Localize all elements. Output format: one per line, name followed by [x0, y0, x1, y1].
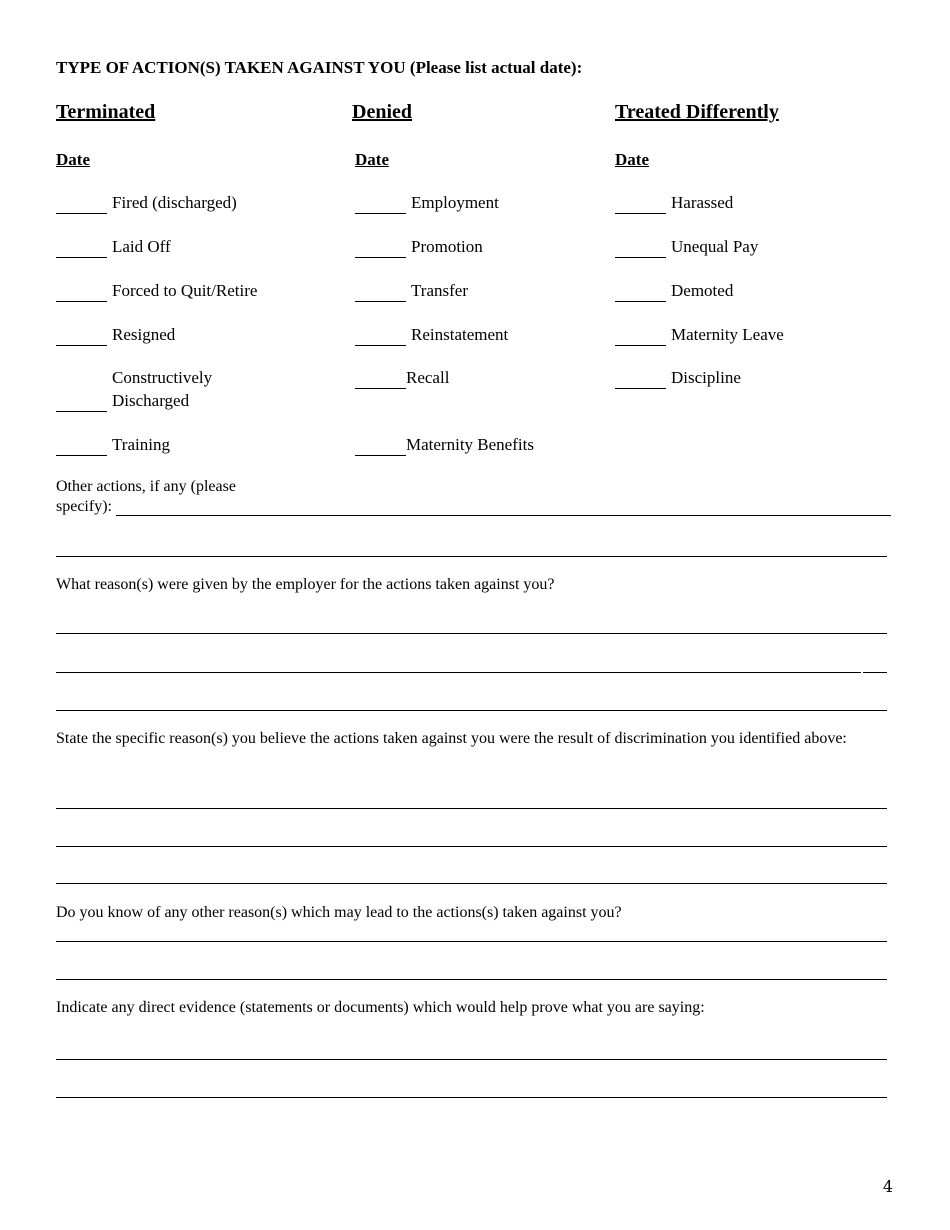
action-label: Maternity Benefits: [406, 435, 534, 454]
date-blank[interactable]: [355, 284, 406, 302]
action-item-resigned: [56, 323, 175, 346]
answer-line[interactable]: [56, 672, 861, 673]
action-item-unequal-pay: [615, 235, 758, 258]
date-blank[interactable]: [56, 284, 107, 302]
answer-line[interactable]: [56, 633, 887, 634]
date-blank[interactable]: [615, 196, 666, 214]
date-blank[interactable]: [615, 240, 666, 258]
date-blank[interactable]: [355, 371, 406, 389]
question-direct-evidence: Indicate any direct evidence (statements or documents) which would help prove what you are saying:: [56, 999, 705, 1016]
date-blank[interactable]: [615, 328, 666, 346]
question-reasons-given: What reason(s) were given by the employer for the actions taken against you?: [56, 576, 555, 593]
date-blank[interactable]: [615, 371, 666, 389]
action-item-maternity-benefits: [355, 433, 534, 456]
action-label: Fired (discharged): [112, 193, 237, 212]
action-item-constructively-discharged: [56, 366, 242, 412]
action-label: Discipline: [671, 368, 741, 387]
action-label: Harassed: [671, 193, 734, 212]
action-item-demoted: [615, 279, 733, 302]
answer-line[interactable]: [56, 979, 887, 980]
action-label: Forced to Quit/Retire: [112, 281, 258, 300]
date-label-treated-differently: Date: [615, 150, 649, 169]
action-label: Maternity Leave: [671, 325, 784, 344]
answer-line[interactable]: [56, 1097, 887, 1098]
column-title-denied: Denied: [352, 101, 412, 123]
answer-line[interactable]: [56, 883, 887, 884]
date-blank[interactable]: [355, 196, 406, 214]
action-label: Training: [112, 435, 170, 454]
action-item-transfer: [355, 279, 468, 302]
answer-line[interactable]: [56, 808, 887, 809]
action-label: Reinstatement: [411, 325, 509, 344]
date-blank[interactable]: [56, 328, 107, 346]
other-actions-answer-line[interactable]: [116, 515, 891, 516]
action-item-harassed: [615, 191, 733, 214]
action-label: Recall: [406, 368, 450, 387]
action-label: Unequal Pay: [671, 237, 759, 256]
column-title-treated-differently: Treated Differently: [615, 101, 779, 123]
question-discrimination-reasons: State the specific reason(s) you believe the actions taken against you were the result of discrimination you identified above:: [56, 730, 847, 747]
action-item-training: [56, 433, 170, 456]
date-label-terminated: Date: [56, 150, 90, 169]
date-label-denied: Date: [355, 150, 389, 169]
answer-line[interactable]: [56, 941, 887, 942]
action-label: Constructively Discharged: [112, 368, 213, 410]
date-blank[interactable]: [355, 438, 406, 456]
other-actions-line2: specify):: [56, 498, 112, 515]
action-item-fired: [56, 191, 237, 214]
action-item-reinstatement: [355, 323, 508, 346]
action-item-recall: [355, 366, 449, 389]
date-blank[interactable]: [355, 240, 406, 258]
action-label: Transfer: [411, 281, 468, 300]
page-number: 4: [882, 1177, 893, 1196]
answer-line-end: [863, 672, 887, 673]
action-label: Demoted: [671, 281, 734, 300]
other-actions-label: [56, 477, 236, 517]
action-label: Promotion: [411, 237, 483, 256]
date-blank[interactable]: [56, 196, 107, 214]
date-blank[interactable]: [56, 438, 107, 456]
date-blank[interactable]: [56, 240, 107, 258]
column-title-terminated: Terminated: [56, 101, 156, 123]
answer-line[interactable]: [56, 1059, 887, 1060]
answer-line[interactable]: [56, 846, 887, 847]
date-blank[interactable]: [355, 328, 406, 346]
action-item-laid-off: [56, 235, 171, 258]
action-label: Laid Off: [112, 237, 171, 256]
section-header: TYPE OF ACTION(S) TAKEN AGAINST YOU (Please list actual date):: [56, 58, 583, 77]
action-label: Employment: [411, 193, 499, 212]
date-blank[interactable]: [615, 284, 666, 302]
action-item-discipline: [615, 366, 741, 389]
other-actions-line1: Other actions, if any (please: [56, 478, 236, 495]
other-actions-answer-line-2[interactable]: [56, 556, 887, 557]
action-item-forced-to-quit: [56, 279, 257, 302]
action-item-maternity-leave: [615, 323, 784, 346]
action-item-promotion: [355, 235, 483, 258]
date-blank[interactable]: [56, 394, 107, 412]
action-label: Resigned: [112, 325, 176, 344]
answer-line[interactable]: [56, 710, 887, 711]
action-item-employment: [355, 191, 499, 214]
question-other-reasons: Do you know of any other reason(s) which may lead to the actions(s) taken against you?: [56, 904, 622, 921]
